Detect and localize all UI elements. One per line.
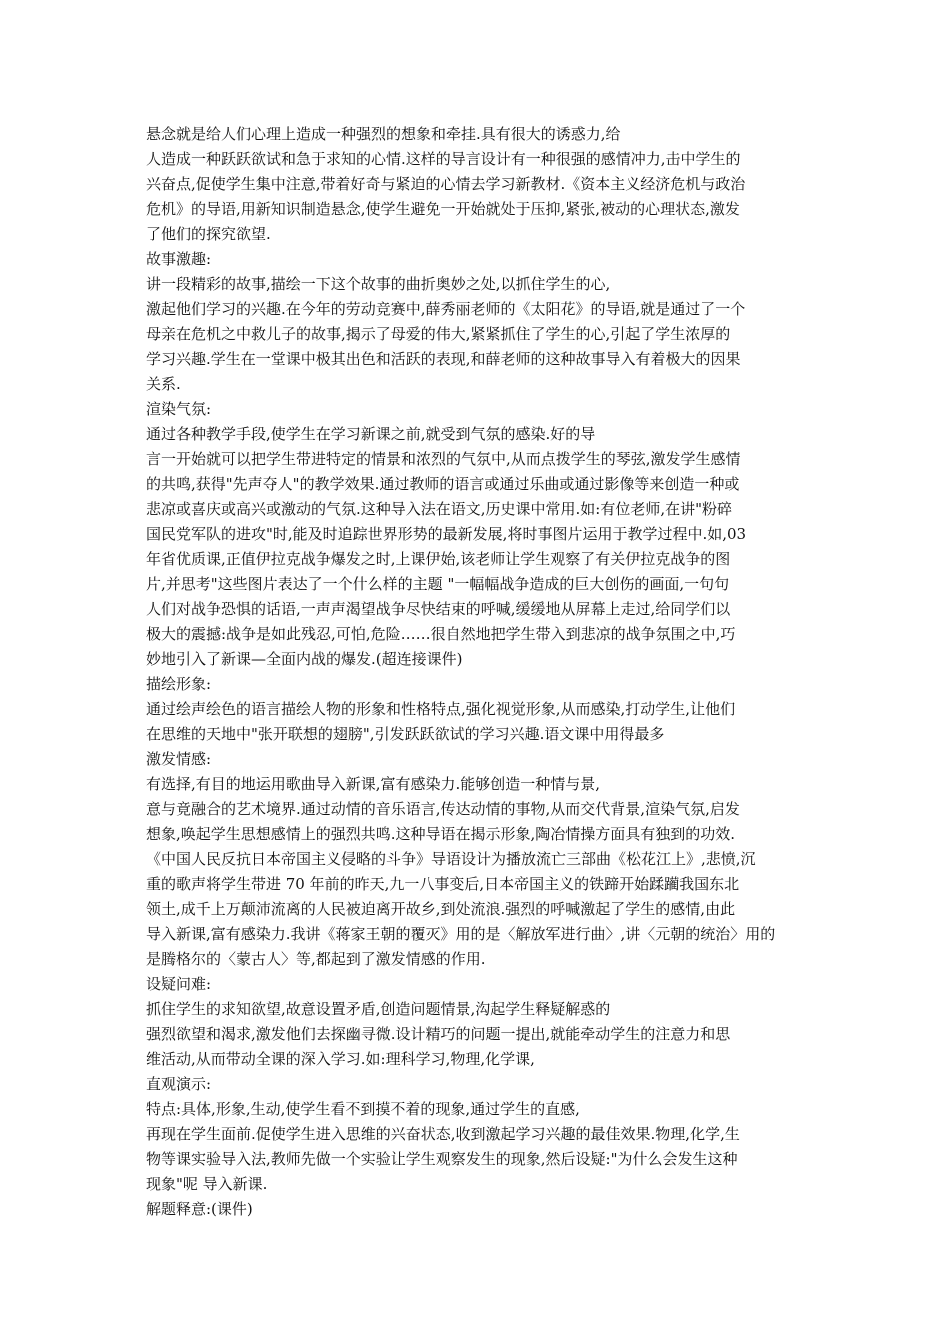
text-line: 悬念就是给人们心理上造成一种强烈的想象和牵挂.具有很大的诱惑力,给 <box>146 125 621 143</box>
text-line: 强烈欲望和渴求,激发他们去探幽寻微.设计精巧的问题一提出,就能牵动学生的注意力和思 <box>146 1025 731 1043</box>
text-line: 片,并思考"这些图片表达了一个什么样的主题 "一幅幅战争造成的巨大创伤的画面,一句句 <box>146 575 730 593</box>
text-line: 妙地引入了新课—全面内战的爆发.(超连接课件) <box>146 650 463 668</box>
text-line: 物等课实验导入法,教师先做一个实验让学生观察发生的现象,然后设疑:"为什么会发生这种 <box>146 1150 738 1168</box>
section-heading: 故事激趣: <box>146 250 212 268</box>
section-heading: 描绘形象: <box>146 675 212 693</box>
text-line: 了他们的探究欲望. <box>146 225 271 243</box>
text-line: 维活动,从而带动全课的深入学习.如:理科学习,物理,化学课, <box>146 1050 535 1068</box>
text-line: 极大的震撼:战争是如此残忍,可怕,危险……很自然地把学生带入到悲凉的战争氛围之中,巧 <box>146 625 736 643</box>
text-line: 年省优质课,正值伊拉克战争爆发之时,上课伊始,该老师让学生观察了有关伊拉克战争的图 <box>146 550 731 568</box>
text-line: 导入新课,富有感染力.我讲《蒋家王朝的覆灭》用的是〈解放军进行曲〉,讲〈元朝的统治〉用的 <box>146 925 776 943</box>
text-line: 《中国人民反抗日本帝国主义侵略的斗争》导语设计为播放流亡三部曲《松花江上》,悲愤,沉 <box>146 850 756 868</box>
text-line: 悲凉或喜庆或高兴或激动的气氛.这种导入法在语文,历史课中常用.如:有位老师,在讲"粉碎 <box>146 500 733 518</box>
text-line: 特点:具体,形象,生动,使学生看不到摸不着的现象,通过学生的直感, <box>146 1100 580 1118</box>
text-line: 兴奋点,促使学生集中注意,带着好奇与紧迫的心情去学习新教材.《资本主义经济危机与政治 <box>146 175 746 193</box>
text-line: 通过各种教学手段,使学生在学习新课之前,就受到气氛的感染.好的导 <box>146 425 596 443</box>
text-line: 有选择,有目的地运用歌曲导入新课,富有感染力.能够创造一种情与景, <box>146 775 601 793</box>
text-line: 母亲在危机之中救儿子的故事,揭示了母爱的伟大,紧紧抓住了学生的心,引起了学生浓厚的 <box>146 325 731 343</box>
text-line: 是腾格尔的〈蒙古人〉等,都起到了激发情感的作用. <box>146 950 486 968</box>
section-heading: 设疑问难: <box>146 975 212 993</box>
text-line: 抓住学生的求知欲望,故意设置矛盾,创造问题情景,沟起学生释疑解惑的 <box>146 1000 611 1018</box>
text-line: 想象,唤起学生思想感情上的强烈共鸣.这种导语在揭示形象,陶冶情操方面具有独到的功效. <box>146 825 736 843</box>
text-line: 学习兴趣.学生在一堂课中极其出色和活跃的表现,和薛老师的这种故事导入有着极大的因果 <box>146 350 741 368</box>
text-line: 重的歌声将学生带进 70 年前的昨天,九一八事变后,日本帝国主义的铁蹄开始蹂躏我国东北 <box>146 875 740 893</box>
text-line: 领土,成千上万颠沛流离的人民被迫离开故乡,到处流浪.强烈的呼喊激起了学生的感情,由此 <box>146 900 736 918</box>
section-heading: 直观演示: <box>146 1075 212 1093</box>
section-heading: 解题释意:(课件) <box>146 1200 253 1218</box>
text-line: 讲一段精彩的故事,描绘一下这个故事的曲折奥妙之处,以抓住学生的心, <box>146 275 611 293</box>
text-line: 在思维的天地中"张开联想的翅膀",引发跃跃欲试的学习兴趣.语文课中用得最多 <box>146 725 665 743</box>
text-line: 人们对战争恐惧的话语,一声声渴望战争尽快结束的呼喊,缓缓地从屏幕上走过,给同学们以 <box>146 600 731 618</box>
text-line: 现象"呢 导入新课. <box>146 1175 268 1193</box>
text-line: 言一开始就可以把学生带进特定的情景和浓烈的气氛中,从而点拨学生的琴弦,激发学生感情 <box>146 450 741 468</box>
text-line: 关系. <box>146 375 181 393</box>
text-line: 激起他们学习的兴趣.在今年的劳动竞赛中,薛秀丽老师的《太阳花》的导语,就是通过了一个 <box>146 300 746 318</box>
text-line: 国民党军队的进攻"时,能及时追踪世界形势的最新发展,将时事图片运用于教学过程中.如,03 <box>146 525 747 543</box>
document-body <box>146 122 810 1222</box>
section-heading: 渲染气氛: <box>146 400 212 418</box>
text-line: 意与竟融合的艺术境界.通过动情的音乐语言,传达动情的事物,从而交代背景,渲染气氛,启发 <box>146 800 740 818</box>
section-heading: 激发情感: <box>146 750 212 768</box>
text-line: 的共鸣,获得"先声夺人"的教学效果.通过教师的语言或通过乐曲或通过影像等来创造一种或 <box>146 475 740 493</box>
text-line: 人造成一种跃跃欲试和急于求知的心情.这样的导言设计有一种很强的感情冲力,击中学生的 <box>146 150 741 168</box>
text-line: 危机》的导语,用新知识制造悬念,使学生避免一开始就处于压抑,紧张,被动的心理状态,激发 <box>146 200 740 218</box>
text-line: 再现在学生面前.促使学生进入思维的兴奋状态,收到激起学习兴趣的最佳效果.物理,化学,生 <box>146 1125 740 1143</box>
text-line: 通过绘声绘色的语言描绘人物的形象和性格特点,强化视觉形象,从而感染,打动学生,让他们 <box>146 700 736 718</box>
